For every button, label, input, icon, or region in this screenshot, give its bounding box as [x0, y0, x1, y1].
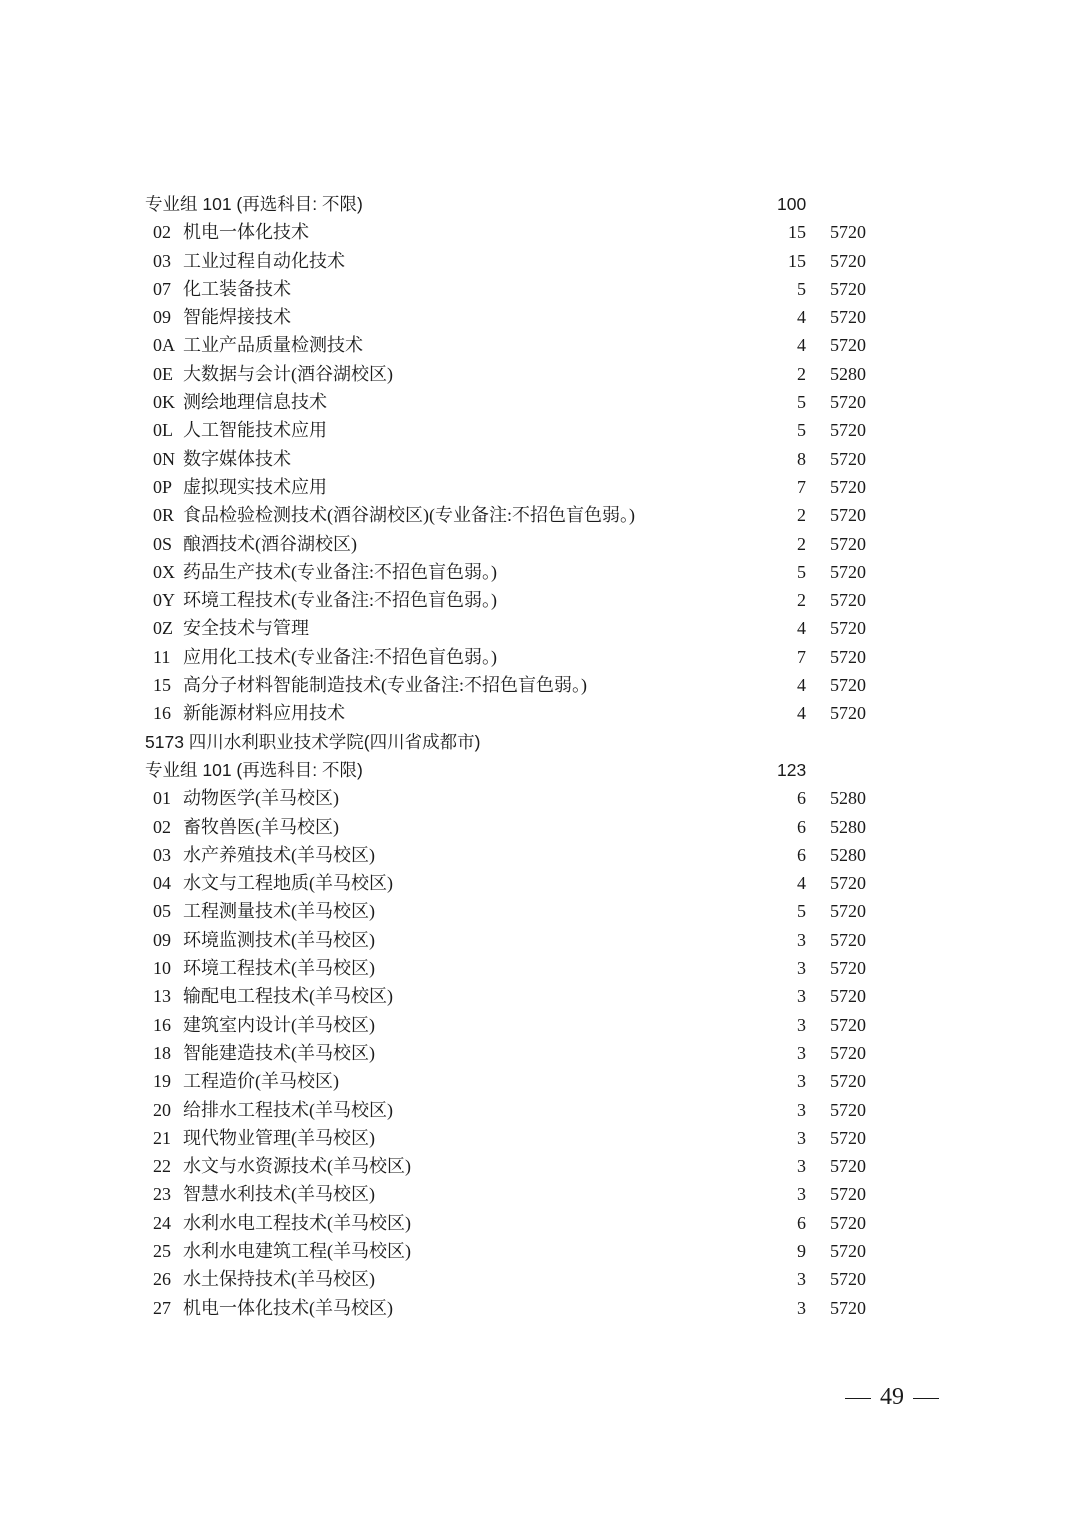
- major-name: 安全技术与管理: [183, 618, 309, 639]
- major-code: 09: [153, 307, 171, 328]
- major-plan-count: 4: [797, 618, 806, 639]
- major-tuition-fee: 5720: [830, 1240, 866, 1261]
- major-plan-count: 3: [797, 929, 806, 950]
- major-plan-count: 6: [797, 844, 806, 865]
- major-plan-count: 4: [797, 335, 806, 356]
- major-group-row: [0, 756, 1080, 784]
- major-code: 20: [153, 1099, 171, 1120]
- major-plan-count: 3: [797, 1156, 806, 1177]
- major-tuition-fee: 5720: [830, 278, 866, 299]
- major-plan-count: 2: [797, 590, 806, 611]
- major-tuition-fee: 5720: [830, 1297, 866, 1318]
- group-label: 专业组 101 (再选科目: 不限): [145, 759, 363, 780]
- major-row: [0, 614, 1080, 642]
- major-tuition-fee: 5280: [830, 844, 866, 865]
- major-plan-count: 5: [797, 278, 806, 299]
- major-code: 05: [153, 901, 171, 922]
- major-row: [0, 1124, 1080, 1152]
- major-name: 环境工程技术(专业备注:不招色盲色弱。): [183, 590, 497, 611]
- major-code: 0Y: [153, 590, 175, 611]
- major-tuition-fee: 5720: [830, 307, 866, 328]
- group-plan-count: 123: [777, 759, 807, 780]
- major-tuition-fee: 5720: [830, 561, 866, 582]
- major-row: [0, 360, 1080, 388]
- major-plan-count: 5: [797, 901, 806, 922]
- major-tuition-fee: 5720: [830, 703, 866, 724]
- major-name: 化工装备技术: [183, 278, 291, 299]
- major-plan-count: 2: [797, 363, 806, 384]
- major-code: 04: [153, 873, 171, 894]
- major-tuition-fee: 5720: [830, 873, 866, 894]
- major-code: 02: [153, 816, 171, 837]
- major-row: [0, 1011, 1080, 1039]
- major-name: 智慧水利技术(羊马校区): [183, 1184, 375, 1205]
- major-code: 23: [153, 1184, 171, 1205]
- major-name: 环境工程技术(羊马校区): [183, 958, 375, 979]
- major-tuition-fee: 5720: [830, 420, 866, 441]
- major-tuition-fee: 5280: [830, 363, 866, 384]
- major-row: [0, 643, 1080, 671]
- major-name: 智能建造技术(羊马校区): [183, 1042, 375, 1063]
- major-tuition-fee: 5280: [830, 788, 866, 809]
- major-name: 测绘地理信息技术: [183, 392, 327, 413]
- major-tuition-fee: 5720: [830, 618, 866, 639]
- major-row: [0, 869, 1080, 897]
- major-tuition-fee: 5720: [830, 505, 866, 526]
- major-code: 16: [153, 1014, 171, 1035]
- major-code: 13: [153, 986, 171, 1007]
- major-row: [0, 1096, 1080, 1124]
- major-plan-count: 6: [797, 816, 806, 837]
- major-row: [0, 841, 1080, 869]
- major-name: 机电一体化技术(羊马校区): [183, 1297, 393, 1318]
- major-code: 09: [153, 929, 171, 950]
- major-name: 输配电工程技术(羊马校区): [183, 986, 393, 1007]
- major-code: 19: [153, 1071, 171, 1092]
- major-name: 给排水工程技术(羊马校区): [183, 1099, 393, 1120]
- major-row: [0, 445, 1080, 473]
- major-name: 药品生产技术(专业备注:不招色盲色弱。): [183, 561, 497, 582]
- major-name: 食品检验检测技术(酒谷湖校区)(专业备注:不招色盲色弱。): [183, 505, 635, 526]
- major-row: [0, 530, 1080, 558]
- major-code: 07: [153, 278, 171, 299]
- major-code: 0X: [153, 561, 175, 582]
- major-plan-count: 15: [788, 250, 806, 271]
- major-code: 0K: [153, 392, 175, 413]
- major-plan-count: 6: [797, 1212, 806, 1233]
- major-row: [0, 275, 1080, 303]
- major-plan-count: 5: [797, 561, 806, 582]
- major-name: 新能源材料应用技术: [183, 703, 345, 724]
- major-row: [0, 331, 1080, 359]
- major-plan-count: 3: [797, 1127, 806, 1148]
- major-row: [0, 926, 1080, 954]
- major-code: 0N: [153, 448, 175, 469]
- major-name: 智能焊接技术: [183, 307, 291, 328]
- major-name: 现代物业管理(羊马校区): [183, 1127, 375, 1148]
- major-name: 工程造价(羊马校区): [183, 1071, 339, 1092]
- major-plan-count: 9: [797, 1240, 806, 1261]
- major-tuition-fee: 5720: [830, 1099, 866, 1120]
- major-plan-count: 3: [797, 1184, 806, 1205]
- major-name: 高分子材料智能制造技术(专业备注:不招色盲色弱。): [183, 675, 587, 696]
- major-plan-count: 3: [797, 1297, 806, 1318]
- major-name: 虚拟现实技术应用: [183, 476, 327, 497]
- major-name: 畜牧兽医(羊马校区): [183, 816, 339, 837]
- major-name: 机电一体化技术: [183, 222, 309, 243]
- major-plan-count: 2: [797, 533, 806, 554]
- major-tuition-fee: 5720: [830, 675, 866, 696]
- major-name: 工业过程自动化技术: [183, 250, 345, 271]
- major-name: 水利水电建筑工程(羊马校区): [183, 1240, 411, 1261]
- major-tuition-fee: 5720: [830, 533, 866, 554]
- major-tuition-fee: 5720: [830, 958, 866, 979]
- major-plan-count: 3: [797, 1042, 806, 1063]
- major-name: 应用化工技术(专业备注:不招色盲色弱。): [183, 646, 497, 667]
- major-plan-count: 8: [797, 448, 806, 469]
- school-label: 5173 四川水利职业技术学院(四川省成都市): [145, 731, 481, 752]
- major-tuition-fee: 5720: [830, 1156, 866, 1177]
- major-plan-count: 3: [797, 986, 806, 1007]
- major-code: 26: [153, 1269, 171, 1290]
- major-row: [0, 784, 1080, 812]
- major-tuition-fee: 5720: [830, 929, 866, 950]
- major-code: 02: [153, 222, 171, 243]
- major-name: 工程测量技术(羊马校区): [183, 901, 375, 922]
- major-plan-count: 3: [797, 1014, 806, 1035]
- major-name: 建筑室内设计(羊马校区): [183, 1014, 375, 1035]
- major-tuition-fee: 5720: [830, 448, 866, 469]
- page-number: 49: [880, 1384, 904, 1410]
- major-row: [0, 558, 1080, 586]
- major-tuition-fee: 5720: [830, 1071, 866, 1092]
- major-tuition-fee: 5280: [830, 816, 866, 837]
- major-tuition-fee: 5720: [830, 901, 866, 922]
- major-row: [0, 671, 1080, 699]
- major-tuition-fee: 5720: [830, 1127, 866, 1148]
- major-name: 大数据与会计(酒谷湖校区): [183, 363, 393, 384]
- major-row: [0, 1265, 1080, 1293]
- major-plan-count: 4: [797, 675, 806, 696]
- group-plan-count: 100: [777, 194, 807, 214]
- major-row: [0, 473, 1080, 501]
- group-label: 专业组 101 (再选科目: 不限): [145, 194, 363, 214]
- major-code: 0R: [153, 505, 175, 526]
- major-tuition-fee: 5720: [830, 1269, 866, 1290]
- major-tuition-fee: 5720: [830, 250, 866, 271]
- major-tuition-fee: 5720: [830, 986, 866, 1007]
- major-tuition-fee: 5720: [830, 476, 866, 497]
- enrollment-plan-list: [0, 190, 1080, 1322]
- major-name: 数字媒体技术: [183, 448, 291, 469]
- major-code: 24: [153, 1212, 171, 1233]
- major-plan-count: 7: [797, 476, 806, 497]
- major-code: 10: [153, 958, 171, 979]
- major-tuition-fee: 5720: [830, 335, 866, 356]
- page-footer: [845, 1384, 939, 1411]
- major-code: 25: [153, 1240, 171, 1261]
- major-tuition-fee: 5720: [830, 1014, 866, 1035]
- major-code: 03: [153, 250, 171, 271]
- major-code: 0P: [153, 476, 173, 497]
- major-row: [0, 586, 1080, 614]
- major-tuition-fee: 5720: [830, 1042, 866, 1063]
- major-row: [0, 247, 1080, 275]
- major-code: 21: [153, 1127, 171, 1148]
- major-row: [0, 1180, 1080, 1208]
- major-name: 动物医学(羊马校区): [183, 788, 339, 809]
- major-code: 11: [153, 646, 171, 667]
- major-tuition-fee: 5720: [830, 392, 866, 413]
- major-code: 0Z: [153, 618, 173, 639]
- major-plan-count: 15: [788, 222, 806, 243]
- left-dash: [845, 1398, 871, 1400]
- major-row: [0, 1039, 1080, 1067]
- school-header-row: [0, 728, 1080, 756]
- major-plan-count: 4: [797, 703, 806, 724]
- major-plan-count: 5: [797, 392, 806, 413]
- major-group-row: [0, 190, 1080, 218]
- major-row: [0, 954, 1080, 982]
- major-plan-count: 5: [797, 420, 806, 441]
- major-plan-count: 4: [797, 873, 806, 894]
- major-tuition-fee: 5720: [830, 1212, 866, 1233]
- major-code: 15: [153, 675, 171, 696]
- major-name: 水文与工程地质(羊马校区): [183, 873, 393, 894]
- major-row: [0, 1237, 1080, 1265]
- major-code: 0L: [153, 420, 173, 441]
- major-code: 16: [153, 703, 171, 724]
- major-row: [0, 982, 1080, 1010]
- major-tuition-fee: 5720: [830, 646, 866, 667]
- major-code: 0E: [153, 363, 173, 384]
- major-row: [0, 501, 1080, 529]
- right-dash: [913, 1398, 939, 1400]
- major-plan-count: 3: [797, 1269, 806, 1290]
- major-row: [0, 1067, 1080, 1095]
- major-name: 人工智能技术应用: [183, 420, 327, 441]
- major-code: 01: [153, 788, 171, 809]
- major-name: 水土保持技术(羊马校区): [183, 1269, 375, 1290]
- major-row: [0, 813, 1080, 841]
- major-plan-count: 3: [797, 1099, 806, 1120]
- major-code: 18: [153, 1042, 171, 1063]
- major-plan-count: 3: [797, 1071, 806, 1092]
- major-row: [0, 218, 1080, 246]
- major-row: [0, 388, 1080, 416]
- major-code: 22: [153, 1156, 171, 1177]
- major-plan-count: 4: [797, 307, 806, 328]
- major-row: [0, 303, 1080, 331]
- major-plan-count: 7: [797, 646, 806, 667]
- major-name: 水利水电工程技术(羊马校区): [183, 1212, 411, 1233]
- major-row: [0, 1209, 1080, 1237]
- major-plan-count: 3: [797, 958, 806, 979]
- major-code: 0S: [153, 533, 173, 554]
- major-tuition-fee: 5720: [830, 222, 866, 243]
- major-name: 水文与水资源技术(羊马校区): [183, 1156, 411, 1177]
- major-code: 03: [153, 844, 171, 865]
- major-tuition-fee: 5720: [830, 1184, 866, 1205]
- major-plan-count: 6: [797, 788, 806, 809]
- major-row: [0, 1152, 1080, 1180]
- major-tuition-fee: 5720: [830, 590, 866, 611]
- major-code: 0A: [153, 335, 175, 356]
- major-plan-count: 2: [797, 505, 806, 526]
- major-row: [0, 416, 1080, 444]
- major-row: [0, 897, 1080, 925]
- major-row: [0, 1294, 1080, 1322]
- major-code: 27: [153, 1297, 171, 1318]
- major-name: 环境监测技术(羊马校区): [183, 929, 375, 950]
- major-name: 酿酒技术(酒谷湖校区): [183, 533, 357, 554]
- major-name: 水产养殖技术(羊马校区): [183, 844, 375, 865]
- major-name: 工业产品质量检测技术: [183, 335, 363, 356]
- major-row: [0, 699, 1080, 727]
